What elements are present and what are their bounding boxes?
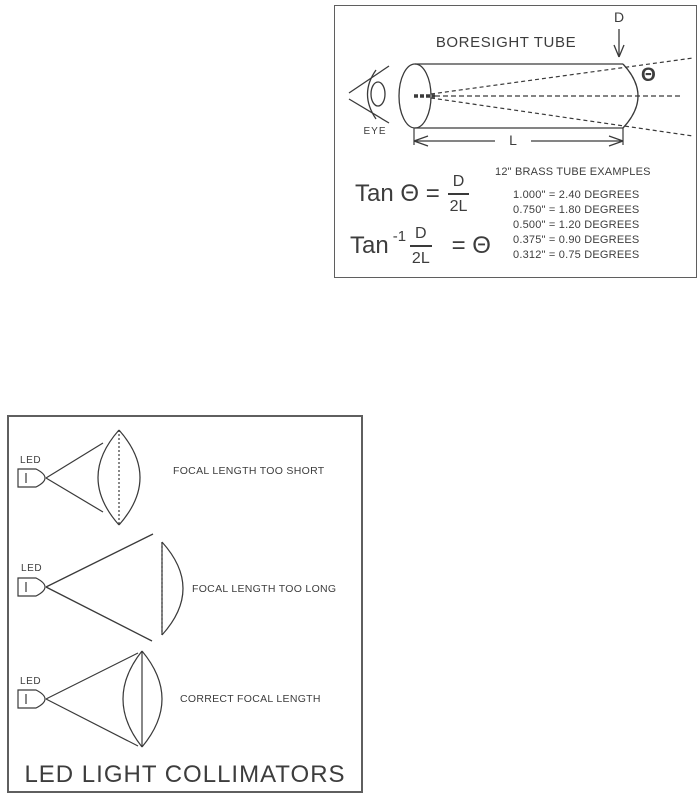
example-row: 0.500" = 1.20 DEGREES [513,219,640,231]
light-rays [46,534,153,641]
example-row: 0.750" = 1.80 DEGREES [513,204,640,216]
arctangent-formula-rhs: = Θ [451,232,491,259]
tangent-formula-fraction [448,172,470,216]
arctangent-formula-base: Tan [350,232,389,259]
led-label: LED [21,563,43,574]
light-rays [46,653,138,746]
biconvex-lens-icon [98,430,140,525]
examples-list [513,188,639,263]
arctangent-fraction [410,224,432,268]
panel-title: LED LIGHT COLLIMATORS [24,761,346,788]
length-label: L [501,132,525,148]
biconvex-lens-icon [123,651,162,747]
led-icon [18,578,45,596]
fraction-numerator: D [448,172,470,195]
led-collimators-panel [7,415,363,793]
boresight-tube-panel [334,5,697,278]
arctangent-formula [350,224,491,268]
eye-icon [349,66,389,123]
row-caption: FOCAL LENGTH TOO SHORT [173,465,325,477]
row-caption: CORRECT FOCAL LENGTH [180,693,321,705]
examples-heading: 12" BRASS TUBE EXAMPLES [495,166,651,178]
tangent-formula [355,172,469,216]
diameter-label: D [613,9,625,25]
fraction-denominator: 2L [411,250,430,267]
example-row: 0.375" = 0.90 DEGREES [513,234,640,246]
arctangent-exponent: -1 [392,227,407,245]
eye-label: EYE [363,126,387,137]
led-label: LED [20,455,42,466]
light-rays [46,443,103,512]
row-caption: FOCAL LENGTH TOO LONG [192,583,337,595]
plano-convex-lens-icon [162,542,183,635]
fraction-numerator: D [410,224,432,247]
led-icon [18,469,45,487]
led-label: LED [20,676,42,687]
example-row: 1.000" = 2.40 DEGREES [513,189,640,201]
tangent-formula-lhs: Tan Θ = [355,180,440,207]
example-row: 0.312" = 0.75 DEGREES [513,249,640,261]
fraction-denominator: 2L [449,198,468,215]
led-icon [18,690,45,708]
panel-title: BORESIGHT TUBE [435,34,577,51]
theta-label: Θ [641,65,656,86]
